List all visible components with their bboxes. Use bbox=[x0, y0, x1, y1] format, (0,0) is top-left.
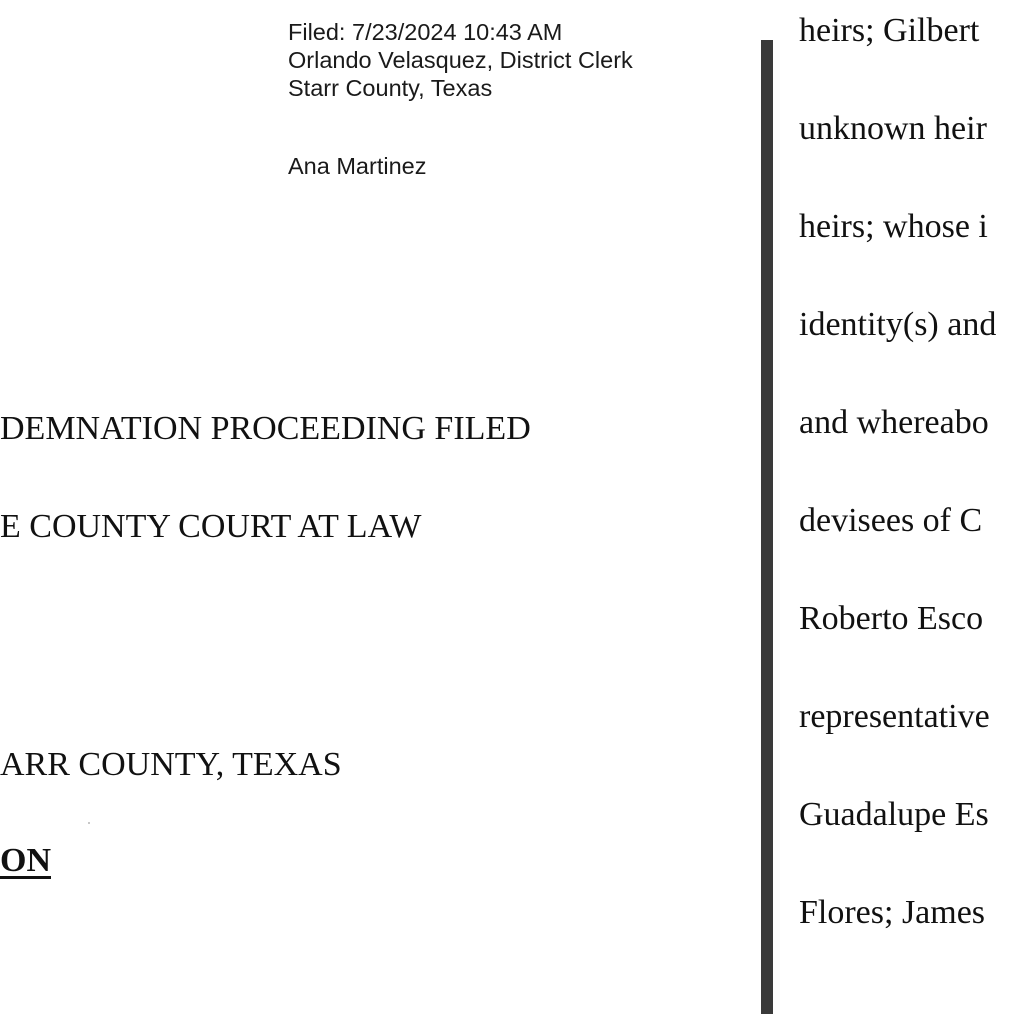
filed-date: Filed: 7/23/2024 10:43 AM bbox=[288, 19, 563, 45]
body-line: Roberto Esco bbox=[799, 600, 984, 637]
district-clerk: Orlando Velasquez, District Clerk bbox=[288, 47, 633, 73]
deputy-clerk: Ana Martinez bbox=[288, 153, 427, 179]
scan-speck bbox=[88, 822, 90, 824]
caption-line-2: E COUNTY COURT AT LAW bbox=[0, 508, 422, 545]
body-line: Flores; James bbox=[799, 894, 986, 931]
body-line: heirs; whose i bbox=[799, 208, 988, 245]
column-divider bbox=[761, 40, 773, 1014]
body-line: identity(s) and bbox=[799, 306, 997, 343]
caption-line-3: ARR COUNTY, TEXAS bbox=[0, 746, 342, 783]
caption-heading: ON bbox=[0, 842, 51, 879]
body-line: heirs; Gilbert bbox=[799, 12, 980, 49]
body-line: representative bbox=[799, 698, 990, 735]
clerk-county: Starr County, Texas bbox=[288, 75, 493, 101]
right-column-text bbox=[799, 0, 1030, 1014]
body-line: Guadalupe Es bbox=[799, 796, 989, 833]
body-line: devisees of C bbox=[799, 502, 983, 539]
body-line: and whereabo bbox=[799, 404, 989, 441]
filing-stamp bbox=[288, 18, 728, 180]
body-line: unknown heir bbox=[799, 110, 987, 147]
caption-line-1: DEMNATION PROCEEDING FILED bbox=[0, 410, 531, 447]
